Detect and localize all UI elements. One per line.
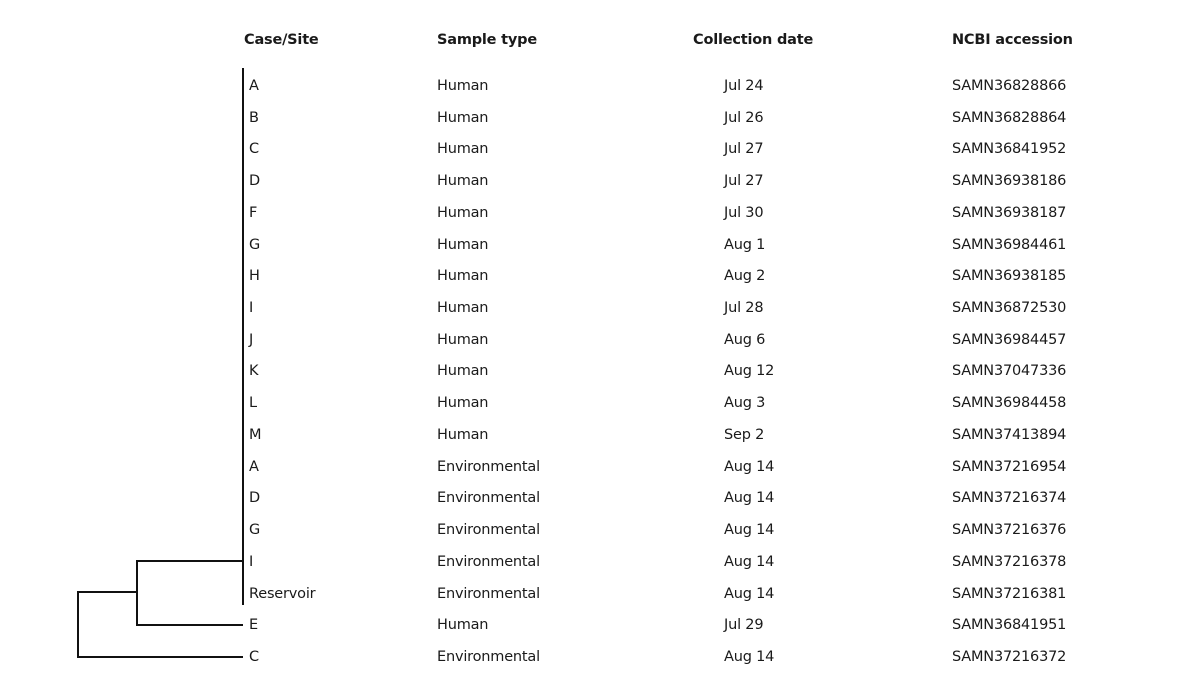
collection-date-cell: Jul 26	[724, 109, 764, 126]
sample-type-cell: Environmental	[437, 553, 540, 570]
phylogenetic-tree	[0, 0, 260, 697]
sample-type-cell: Human	[437, 173, 489, 190]
case-site-cell: D	[249, 173, 260, 190]
sample-type-cell: Environmental	[437, 490, 540, 507]
ncbi-accession-cell: SAMN36828866	[952, 78, 1067, 94]
case-site-cell: E	[249, 617, 258, 634]
collection-date-cell: Aug 1	[724, 236, 766, 253]
header-ncbi-accession: NCBI accession	[952, 32, 1073, 48]
ncbi-accession-cell: SAMN37413894	[952, 426, 1067, 443]
sample-type-cell: Human	[437, 268, 489, 285]
header-case-site: Case/Site	[244, 32, 319, 48]
collection-date-cell: Aug 14	[724, 490, 775, 507]
ncbi-accession-cell: SAMN37216378	[952, 553, 1067, 570]
collection-date-cell: Jul 27	[724, 141, 764, 158]
ncbi-accession-cell: SAMN36984457	[952, 331, 1067, 348]
ncbi-accession-cell: SAMN36938187	[952, 204, 1067, 221]
collection-date-cell: Aug 6	[724, 331, 766, 348]
case-site-cell: G	[249, 522, 261, 539]
ncbi-accession-cell: SAMN36828864	[952, 109, 1067, 126]
case-site-cell: G	[249, 236, 261, 253]
case-site-cell: I	[249, 300, 254, 317]
sample-type-cell: Human	[437, 141, 489, 158]
collection-date-cell: Aug 14	[724, 648, 775, 665]
collection-date-cell: Sep 2	[724, 426, 765, 443]
case-site-cell: C	[249, 648, 259, 665]
ncbi-accession-cell: SAMN37216954	[952, 458, 1067, 475]
case-site-cell: Reservoir	[249, 585, 316, 602]
collection-date-cell: Jul 30	[724, 204, 764, 221]
ncbi-accession-cell: SAMN36938186	[952, 173, 1067, 190]
sample-type-cell: Human	[437, 395, 489, 412]
case-site-cell: A	[249, 78, 259, 94]
header-collection-date: Collection date	[693, 32, 814, 48]
ncbi-accession-cell: SAMN37047336	[952, 363, 1067, 380]
sample-type-cell: Human	[437, 426, 489, 443]
collection-date-cell: Jul 27	[724, 173, 764, 190]
case-site-cell: D	[249, 490, 260, 507]
collection-date-cell: Jul 29	[724, 617, 764, 634]
ncbi-accession-cell: SAMN37216372	[952, 648, 1067, 665]
ncbi-accession-cell: SAMN36872530	[952, 300, 1067, 317]
ncbi-accession-cell: SAMN37216381	[952, 585, 1067, 602]
ncbi-accession-cell: SAMN36841951	[952, 617, 1067, 634]
header-sample-type: Sample type	[437, 32, 537, 48]
case-site-cell: C	[249, 141, 259, 158]
sample-type-cell: Human	[437, 236, 489, 253]
sample-type-cell: Human	[437, 617, 489, 634]
ncbi-accession-cell: SAMN36938185	[952, 268, 1067, 285]
case-site-cell: L	[249, 395, 257, 412]
ncbi-accession-cell: SAMN37216376	[952, 522, 1067, 539]
case-site-cell: H	[249, 268, 260, 285]
collection-date-cell: Jul 28	[724, 300, 764, 317]
collection-date-cell: Aug 12	[724, 363, 775, 380]
case-site-cell: J	[249, 331, 254, 348]
sample-type-cell: Human	[437, 204, 489, 221]
collection-date-cell: Aug 14	[724, 522, 775, 539]
case-site-cell: I	[249, 553, 254, 570]
case-site-cell: K	[249, 363, 259, 380]
sample-type-cell: Environmental	[437, 648, 540, 665]
sample-type-cell: Human	[437, 331, 489, 348]
ncbi-accession-cell: SAMN36984461	[952, 236, 1067, 253]
collection-date-cell: Jul 24	[724, 78, 764, 94]
ncbi-accession-cell: SAMN36984458	[952, 395, 1067, 412]
sample-type-cell: Human	[437, 363, 489, 380]
collection-date-cell: Aug 14	[724, 458, 775, 475]
sample-type-cell: Environmental	[437, 585, 540, 602]
sample-type-cell: Human	[437, 109, 489, 126]
collection-date-cell: Aug 3	[724, 395, 766, 412]
collection-date-cell: Aug 2	[724, 268, 766, 285]
ncbi-accession-cell: SAMN37216374	[952, 490, 1067, 507]
case-site-cell: F	[249, 204, 258, 221]
collection-date-cell: Aug 14	[724, 553, 775, 570]
sample-type-cell: Human	[437, 300, 489, 317]
sample-type-cell: Human	[437, 78, 489, 94]
case-site-cell: M	[249, 426, 262, 443]
case-site-cell: B	[249, 109, 259, 126]
collection-date-cell: Aug 14	[724, 585, 775, 602]
ncbi-accession-cell: SAMN36841952	[952, 141, 1067, 158]
sample-type-cell: Environmental	[437, 458, 540, 475]
case-site-cell: A	[249, 458, 259, 475]
sample-type-cell: Environmental	[437, 522, 540, 539]
